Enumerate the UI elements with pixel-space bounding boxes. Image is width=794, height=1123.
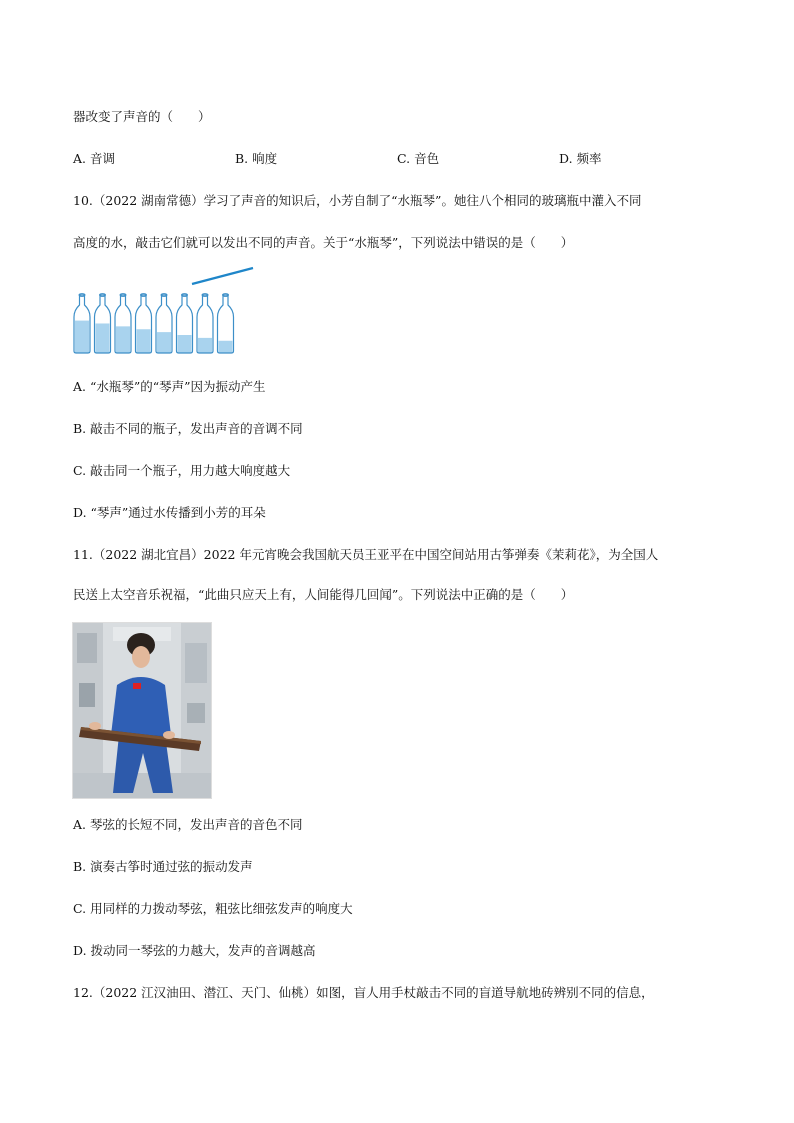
water-level: [198, 338, 212, 353]
q11-option-c: C. 用同样的力拨动琴弦，粗弦比细弦发声的响度大: [73, 901, 353, 916]
q9-option-c: C. 音色: [397, 151, 440, 166]
glass-bottle: [74, 294, 90, 353]
tapping-stick: [192, 268, 253, 284]
glass-bottle: [136, 294, 152, 353]
glass-bottle: [156, 294, 172, 353]
glass-bottle: [197, 294, 213, 353]
q11-option-b: B. 演奏古筝时通过弦的振动发声: [73, 859, 253, 874]
q11-option-d: D. 拨动同一琴弦的力越大，发声的音调越高: [73, 943, 316, 958]
water-level: [219, 341, 233, 353]
water-level: [75, 321, 89, 353]
astronaut-guzheng-photo: [72, 622, 212, 799]
q10-stem-line2: 高度的水，敲击它们就可以发出不同的声音。关于“水瓶琴”，下列说法中错误的是（ ）: [73, 235, 574, 250]
glass-bottle: [177, 294, 193, 353]
q11-option-a: A. 琴弦的长短不同，发出声音的音色不同: [73, 817, 303, 832]
q10-option-b: B. 敲击不同的瓶子，发出声音的音调不同: [73, 421, 303, 436]
q9-option-b: B. 响度: [235, 151, 278, 166]
q10-stem-line1: 10.（2022 湖南常德）学习了声音的知识后，小芳自制了“水瓶琴”。她往八个相同的玻璃瓶中灌入不同: [73, 193, 642, 208]
q12-stem-line1: 12.（2022 江汉油田、潜江、天门、仙桃）如图，盲人用手杖敲击不同的盲道导航地砖辨别不同的信息，: [73, 985, 654, 1000]
glass-bottle: [95, 294, 111, 353]
q11-stem-line2: 民送上太空音乐祝福，“此曲只应天上有，人间能得几回闻”。下列说法中正确的是（ ）: [73, 587, 574, 602]
q11-stem-line1: 11.（2022 湖北宜昌）2022 年元宵晚会我国航天员王亚平在中国空间站用古筝弹奏《茉莉花》，为全国人: [73, 547, 659, 562]
q10-option-a: A. “水瓶琴”的“琴声”因为振动产生: [73, 379, 266, 394]
water-bottle-xylophone-figure: [70, 265, 260, 360]
q10-option-c: C. 敲击同一个瓶子，用力越大响度越大: [73, 463, 291, 478]
water-level: [96, 323, 110, 353]
water-level: [178, 335, 192, 353]
glass-bottle: [115, 294, 131, 353]
q9-option-a: A. 音调: [73, 151, 115, 166]
q10-option-d: D. “琴声”通过水传播到小芳的耳朵: [73, 505, 266, 520]
water-level: [157, 332, 171, 353]
q9-stem-tail: 器改变了声音的（ ）: [73, 109, 211, 124]
water-level: [137, 329, 151, 353]
q9-option-d: D. 频率: [559, 151, 602, 166]
glass-bottle: [218, 294, 234, 353]
water-level: [116, 326, 130, 353]
